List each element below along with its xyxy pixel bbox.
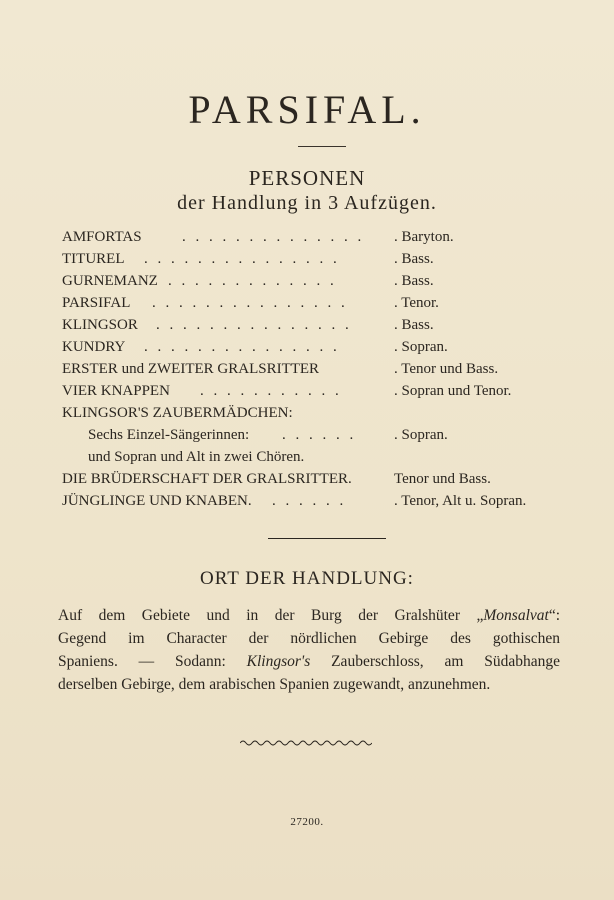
cast-row [62, 358, 572, 380]
cast-row [62, 226, 572, 248]
cast-row [62, 424, 572, 446]
cast-row [62, 380, 572, 402]
ort-line-4: derselben Gebirge, dem arabischen Spanien zugewandt, anzunehmen. [58, 676, 491, 693]
cast-row [62, 292, 572, 314]
title-rule [298, 146, 346, 147]
dot-leader: . . . . . . . . . . . . . . . [152, 295, 348, 311]
wavy-ornament [240, 738, 372, 748]
cast-name: DIE BRÜDERSCHAFT DER GRALSRITTER. [62, 471, 352, 487]
voice-type: . Bass. [394, 251, 434, 267]
voice-type: . Tenor, Alt u. Sopran. [394, 493, 527, 509]
personen-heading: PERSONEN [248, 166, 366, 190]
cast-name: VIER KNAPPEN [62, 383, 170, 399]
cast-name: ERSTER und ZWEITER GRALSRITTER [62, 361, 320, 377]
cast-name: KUNDRY [62, 339, 126, 355]
page-title: PARSIFAL. [188, 87, 426, 132]
cast-row [62, 468, 572, 490]
ort-line-2: Gegend im Character der nördlichen Gebirge des gothischen [58, 630, 560, 647]
dot-leader: . . . . . . . . . . . . . . [182, 229, 365, 245]
ort-line-1: Auf dem Gebiete und in der Burg der Gralshüter „Monsalvat“: [58, 607, 560, 624]
cast-row [62, 336, 572, 358]
cast-name: JÜNGLINGE UND KNABEN. [62, 493, 252, 509]
cast-name: KLINGSOR [62, 317, 138, 333]
dot-leader: . . . . . . . . . . . . . [168, 273, 337, 289]
cast-row [62, 270, 572, 292]
dot-leader: . . . . . . [272, 493, 347, 509]
section-divider [268, 538, 386, 539]
voice-type: . Sopran. [394, 427, 448, 443]
voice-type: . Tenor. [394, 295, 439, 311]
voice-type: . Bass. [394, 317, 434, 333]
cast-name: KLINGSOR'S ZAUBERMÄDCHEN: [62, 405, 293, 421]
dot-leader: . . . . . . . . . . . . . . . [144, 339, 340, 355]
cast-name: GURNEMANZ [62, 273, 158, 289]
cast-row [62, 490, 572, 512]
dot-leader: . . . . . . [282, 427, 357, 443]
voice-type: . Bass. [394, 273, 434, 289]
cast-row [62, 402, 572, 424]
dot-leader: . . . . . . . . . . . . . . . [144, 251, 340, 267]
cast-name: Sechs Einzel-Sängerinnen: [88, 427, 250, 443]
dot-leader: . . . . . . . . . . . [200, 383, 342, 399]
ort-paragraph [58, 604, 560, 696]
cast-list [62, 226, 572, 512]
cast-name: AMFORTAS [62, 229, 142, 245]
cast-row [62, 248, 572, 270]
cast-name: und Sopran und Alt in zwei Chören. [88, 449, 305, 465]
character-name: Klingsor's [246, 653, 311, 670]
voice-type: . Sopran. [394, 339, 448, 355]
place-name: Monsalvat [483, 607, 549, 624]
personen-subheading: der Handlung in 3 Aufzügen. [177, 192, 437, 214]
voice-type: . Sopran und Tenor. [394, 383, 512, 399]
cast-name: PARSIFAL [62, 295, 131, 311]
page-number: 27200. [290, 816, 324, 828]
voice-type: . Tenor und Bass. [394, 361, 499, 377]
voice-type: . Baryton. [394, 229, 454, 245]
cast-row [62, 446, 572, 468]
cast-row [62, 314, 572, 336]
dot-leader: . . . . . . . . . . . . . . . [156, 317, 352, 333]
ort-line-3: Spaniens. — Sodann: Klingsor's Zauberschloss, am Südabhange [58, 653, 560, 670]
ort-heading: ORT DER HANDLUNG: [200, 568, 414, 589]
cast-name: TITUREL [62, 251, 125, 267]
voice-type: Tenor und Bass. [394, 471, 491, 487]
